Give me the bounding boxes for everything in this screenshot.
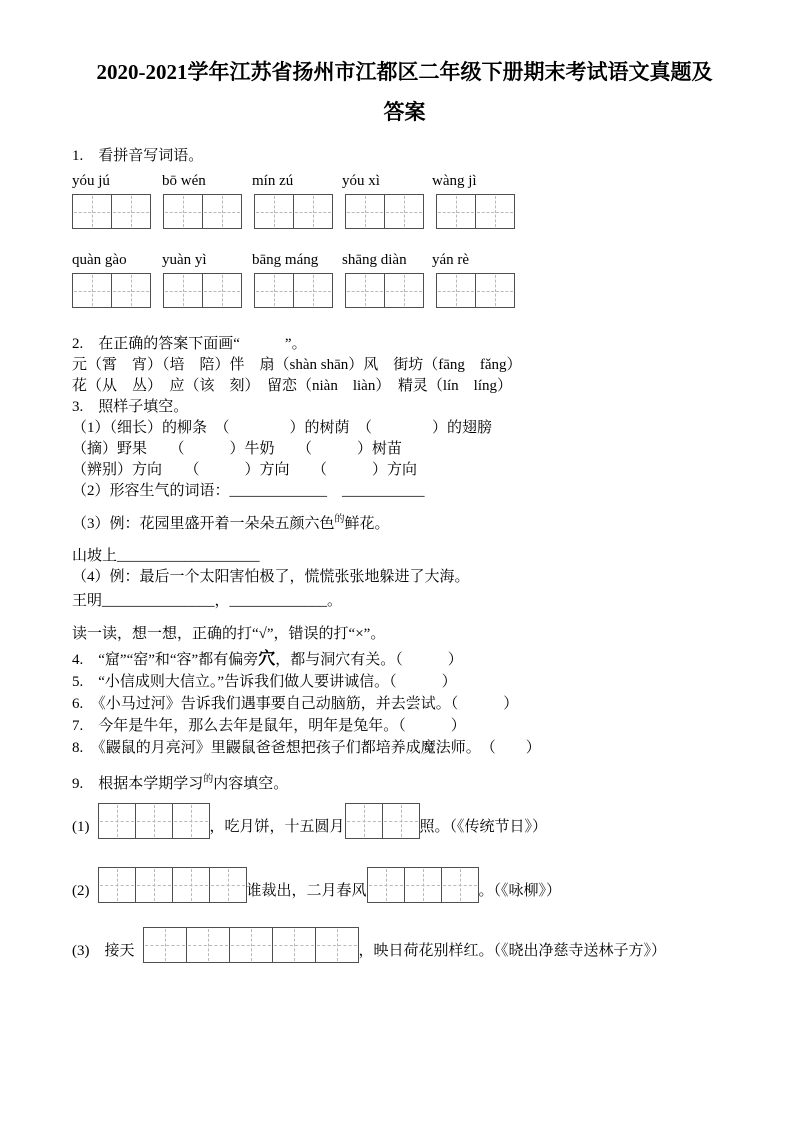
grid-cell xyxy=(442,868,478,902)
grid-cell xyxy=(316,928,358,962)
writing-grid xyxy=(163,273,242,308)
q9-label-text: 9. 根据本学期学习 xyxy=(72,776,204,792)
q1-pinyin-row-1 xyxy=(72,171,737,191)
grid-cell xyxy=(476,195,514,228)
grid-cell xyxy=(99,804,136,838)
title-line-1: 2020-2021学年江苏省扬州市江都区二年级下册期末考试语文真题及 xyxy=(96,60,713,84)
grid-cell xyxy=(73,195,112,228)
grid-cell xyxy=(405,868,442,902)
grid-cell xyxy=(203,274,241,307)
grid-cell xyxy=(383,804,419,838)
pinyin-word: mín zú xyxy=(252,173,294,189)
writing-grid xyxy=(254,273,333,308)
grid-cell xyxy=(210,868,246,902)
grid-cell xyxy=(73,274,112,307)
q2-options-line-1: 元（霄 宵）（培 陪）伴 扇（shàn shān）风 街坊（fāng fǎng） xyxy=(72,357,522,373)
q9-row-1-post-text: 照。（《传统节日》） xyxy=(419,819,548,835)
grid-cell xyxy=(294,274,332,307)
grid-cell xyxy=(136,868,173,902)
writing-grid xyxy=(98,867,247,903)
q9-label-superscript: 的 xyxy=(203,774,214,785)
q3-line-2: （摘）野果 （ ）牛奶 （ ）树苗 xyxy=(72,441,403,457)
q9-row-1-mid-text: ，吃月饼，十五圆月 xyxy=(209,819,345,835)
q9-label-text-2: 内容填空。 xyxy=(213,776,289,792)
q9-row-1-number: (1) xyxy=(72,819,90,835)
grid-cell xyxy=(255,274,294,307)
grid-cell xyxy=(476,274,514,307)
title-line-2: 答案 xyxy=(383,100,426,124)
q3-line-3: （辨别）方向 （ ）方向 （ ）方向 xyxy=(72,462,418,478)
tf-item-4-text-2: ，都与洞穴有关。（ ） xyxy=(275,652,463,668)
q3-line-6-blank: 山坡上___________________ xyxy=(72,548,260,564)
grid-cell xyxy=(368,868,405,902)
q1-pinyin-row-2 xyxy=(72,250,737,270)
grid-cell xyxy=(173,804,209,838)
tf-item-5: 5. “小信成则大信立。”告诉我们做人要讲诚信。（ ） xyxy=(72,674,457,690)
grid-cell xyxy=(294,195,332,228)
grid-cell xyxy=(346,195,385,228)
grid-cell xyxy=(112,274,150,307)
q2-options-line-2: 花（从 丛） 应（该 刻） 留恋（niàn liàn） 精灵（lín líng） xyxy=(72,378,512,394)
tf-item-4 xyxy=(72,648,737,671)
grid-cell xyxy=(99,868,136,902)
q1-label: 1. 看拼音写词语。 xyxy=(72,148,204,164)
tf-item-4-text: 4. “窟”“窑”和“容”都有偏旁 xyxy=(72,652,259,668)
q1-grid-row-1 xyxy=(72,194,737,229)
writing-grid xyxy=(345,273,424,308)
q9-row-3-number: (3) 接天 xyxy=(72,943,135,959)
grid-cell xyxy=(437,195,476,228)
q3-line-5-superscript: 的 xyxy=(334,514,345,525)
writing-grid xyxy=(72,273,151,308)
tf-item-7: 7. 今年是牛年，那么去年是鼠年，明年是兔年。（ ） xyxy=(72,718,466,734)
pinyin-word: wàng jì xyxy=(432,173,477,189)
q2-label: 2. 在正确的答案下面画“ ”。 xyxy=(72,336,307,352)
q9-row-2-number: (2) xyxy=(72,883,90,899)
grid-cell xyxy=(273,928,316,962)
tf-item-6: 6. 《小马过河》告诉我们遇事要自己动脑筋，并去尝试。（ ） xyxy=(72,696,519,712)
q3-line-1: （1）（细长）的柳条 （ ）的树荫 （ ）的翅膀 xyxy=(72,420,493,436)
q1-grid-row-2 xyxy=(72,273,737,308)
tf-header: 读一读，想一想，正确的打“√”，错误的打“×”。 xyxy=(72,626,386,642)
q3-line-5-text: （3）例：花园里盛开着一朵朵五颜六色 xyxy=(72,516,335,532)
q9-row-2-mid-text: 谁裁出，二月春风 xyxy=(246,883,367,899)
q9-row-3-post-text: ，映日荷花别样红。（《晓出净慈寺送林子方》） xyxy=(358,943,667,959)
grid-cell xyxy=(136,804,173,838)
tf-item-8: 8. 《鼹鼠的月亮河》里鼹鼠爸爸想把孩子们都培养成魔法师。 （ ） xyxy=(72,740,541,756)
grid-cell xyxy=(346,804,383,838)
writing-grid xyxy=(436,194,515,229)
pinyin-word: quàn gào xyxy=(72,252,127,268)
q3-line-5 xyxy=(72,509,737,535)
q9-row-2 xyxy=(72,867,737,903)
grid-cell xyxy=(144,928,187,962)
q3-line-7: （4）例：最后一个太阳害怕极了，慌慌张张地躲进了大海。 xyxy=(72,569,470,585)
q3-line-5-text-2: 鲜花。 xyxy=(344,516,390,532)
q3-label: 3. 照样子填空。 xyxy=(72,399,189,415)
document-title xyxy=(72,52,737,132)
q9-row-1 xyxy=(72,803,737,839)
q3-line-4: （2）形容生气的词语：_____________ ___________ xyxy=(72,483,425,499)
grid-cell xyxy=(164,195,203,228)
writing-grid xyxy=(436,273,515,308)
writing-grid xyxy=(143,927,359,963)
pinyin-word: yóu jú xyxy=(72,173,110,189)
q9-row-2-post-text: 。（《咏柳》） xyxy=(478,883,562,899)
q9-row-3 xyxy=(72,927,737,963)
writing-grid xyxy=(72,194,151,229)
grid-cell xyxy=(203,195,241,228)
grid-cell xyxy=(230,928,273,962)
grid-cell xyxy=(187,928,230,962)
grid-cell xyxy=(385,195,423,228)
writing-grid xyxy=(367,867,479,903)
writing-grid xyxy=(98,803,210,839)
grid-cell xyxy=(346,274,385,307)
grid-cell xyxy=(164,274,203,307)
grid-cell xyxy=(112,195,150,228)
tf-item-4-radical: 穴 xyxy=(258,649,276,668)
writing-grid xyxy=(163,194,242,229)
grid-cell xyxy=(173,868,210,902)
pinyin-word: shāng diàn xyxy=(342,252,407,268)
pinyin-word: bō wén xyxy=(162,173,206,189)
writing-grid xyxy=(254,194,333,229)
grid-cell xyxy=(437,274,476,307)
pinyin-word: bāng máng xyxy=(252,252,319,268)
q3-line-8-blank: 王明_______________，_____________。 xyxy=(72,593,343,609)
writing-grid xyxy=(345,803,420,839)
grid-cell xyxy=(255,195,294,228)
pinyin-word: yuàn yì xyxy=(162,252,207,268)
pinyin-word: yán rè xyxy=(432,252,470,268)
grid-cell xyxy=(385,274,423,307)
q9-label xyxy=(72,769,737,795)
writing-grid xyxy=(345,194,424,229)
pinyin-word: yóu xì xyxy=(342,173,380,189)
